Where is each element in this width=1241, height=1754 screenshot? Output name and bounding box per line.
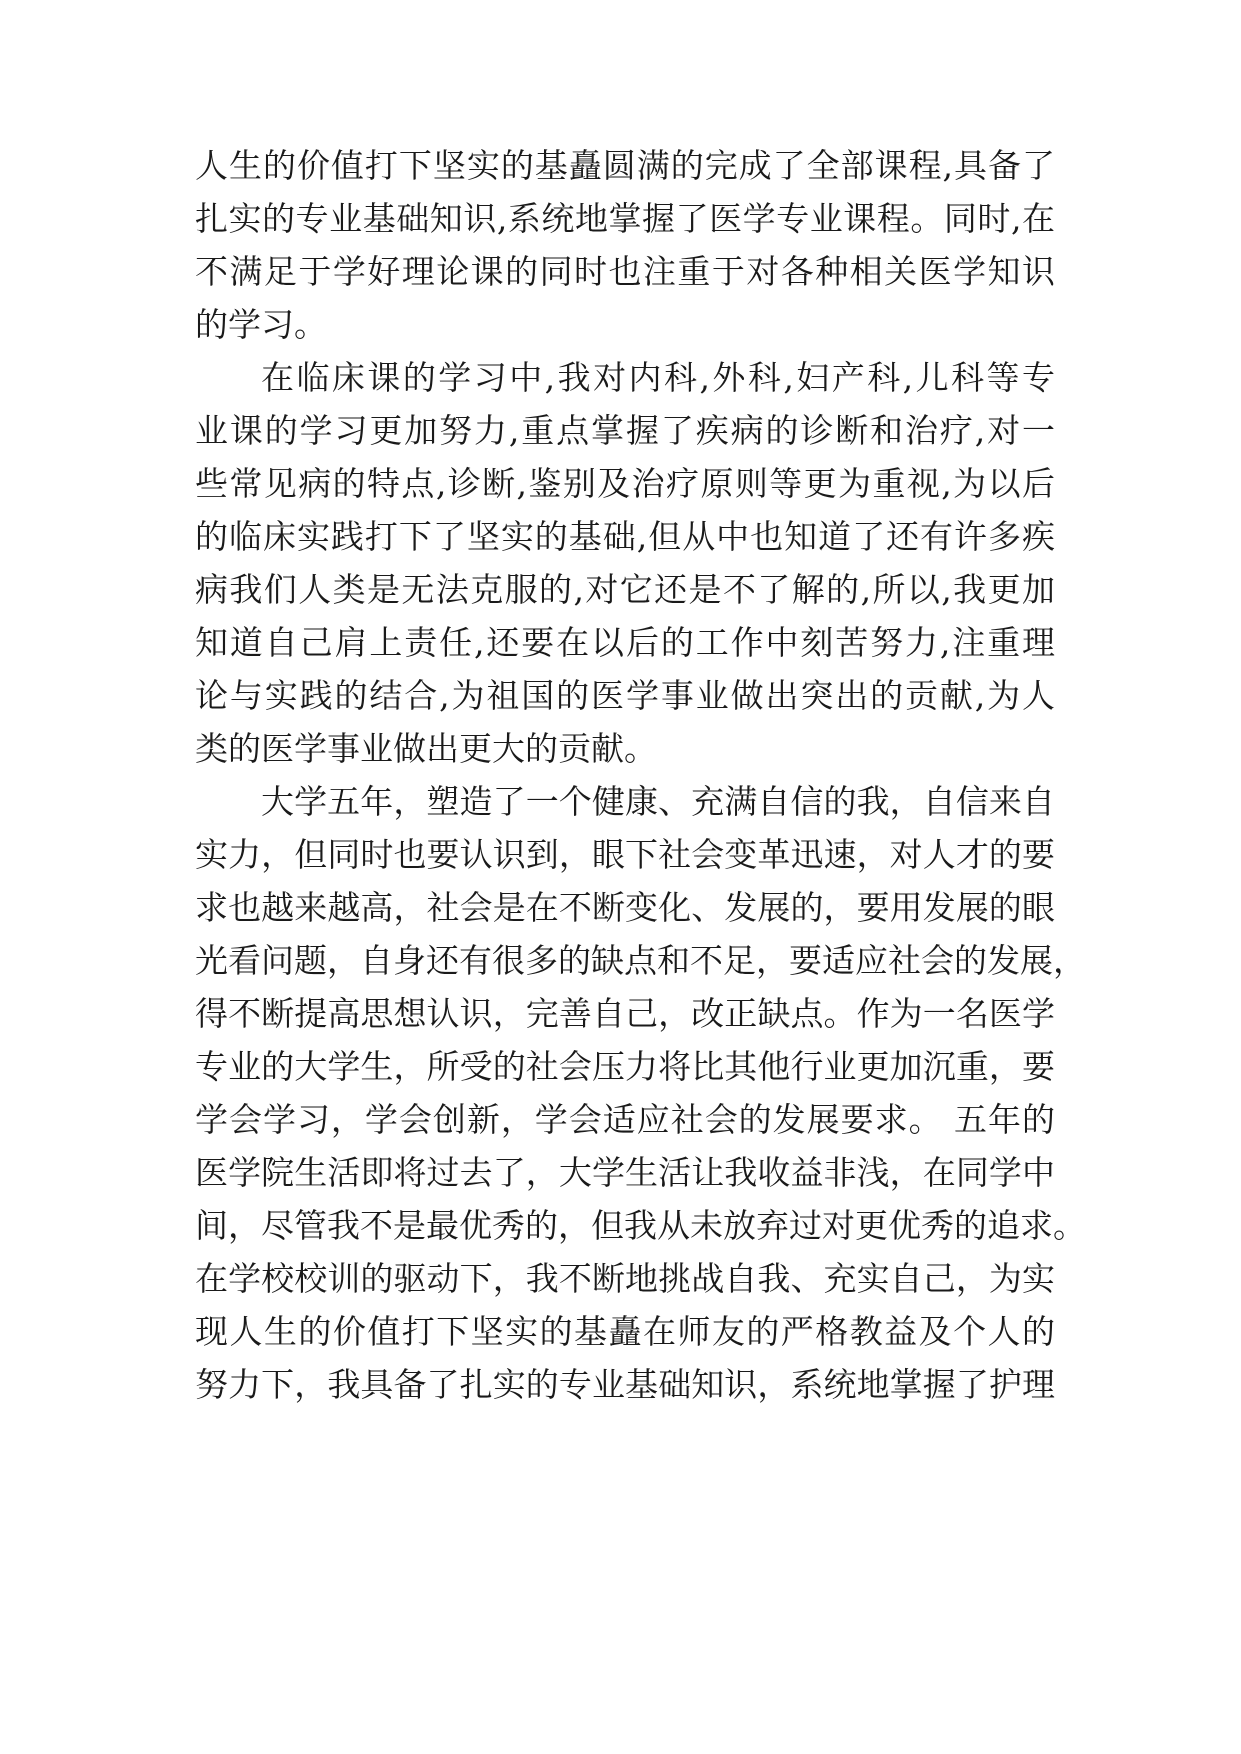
text-line: 论与实践的结合,为祖国的医学事业做出突出的贡献,为人 (195, 676, 1055, 715)
text-line: 现人生的价值打下坚实的基矗在师友的严格教益及个人的 (195, 1312, 1055, 1351)
text-line: 不满足于学好理论课的同时也注重于对各种相关医学知识 (195, 252, 1055, 291)
text-line: 大学五年，塑造了一个健康、充满自信的我，自信来自 (261, 782, 1055, 821)
text-line: 得不断提高思想认识，完善自己，改正缺点。作为一名医学 (195, 994, 1055, 1033)
text-line: 实力，但同时也要认识到，眼下社会变革迅速，对人才的要 (195, 835, 1055, 874)
text-line: 知道自己肩上责任,还要在以后的工作中刻苦努力,注重理 (195, 623, 1055, 662)
text-line: 专业的大学生，所受的社会压力将比其他行业更加沉重，要 (195, 1047, 1055, 1086)
text-line: 努力下，我具备了扎实的专业基础知识，系统地掌握了护理 (195, 1365, 1055, 1404)
text-line: 扎实的专业基础知识,系统地掌握了医学专业课程。同时,在 (195, 199, 1055, 238)
text-line: 病我们人类是无法克服的,对它还是不了解的,所以,我更加 (195, 570, 1055, 609)
text-line: 求也越来越高，社会是在不断变化、发展的，要用发展的眼 (195, 888, 1055, 927)
text-line: 人生的价值打下坚实的基矗圆满的完成了全部课程,具备了 (195, 146, 1055, 185)
text-line: 在学校校训的驱动下，我不断地挑战自我、充实自己，为实 (195, 1259, 1055, 1298)
text-line: 光看问题，自身还有很多的缺点和不足，要适应社会的发展， (195, 941, 1086, 980)
text-line: 的临床实践打下了坚实的基础,但从中也知道了还有许多疾 (195, 517, 1055, 556)
text-line: 些常见病的特点,诊断,鉴别及治疗原则等更为重视,为以后 (195, 464, 1055, 503)
text-line: 业课的学习更加努力,重点掌握了疾病的诊断和治疗,对一 (195, 411, 1055, 450)
text-line: 学会学习，学会创新，学会适应社会的发展要求。 五年的 (195, 1100, 1055, 1139)
text-line: 间，尽管我不是最优秀的，但我从未放弃过对更优秀的追求。 (195, 1206, 1086, 1245)
text-line: 在临床课的学习中,我对内科,外科,妇产科,儿科等专 (261, 358, 1055, 397)
text-line: 类的医学事业做出更大的贡献。 (195, 729, 657, 768)
text-line: 医学院生活即将过去了，大学生活让我收益非浅，在同学中 (195, 1153, 1055, 1192)
text-line: 的学习。 (195, 305, 327, 344)
